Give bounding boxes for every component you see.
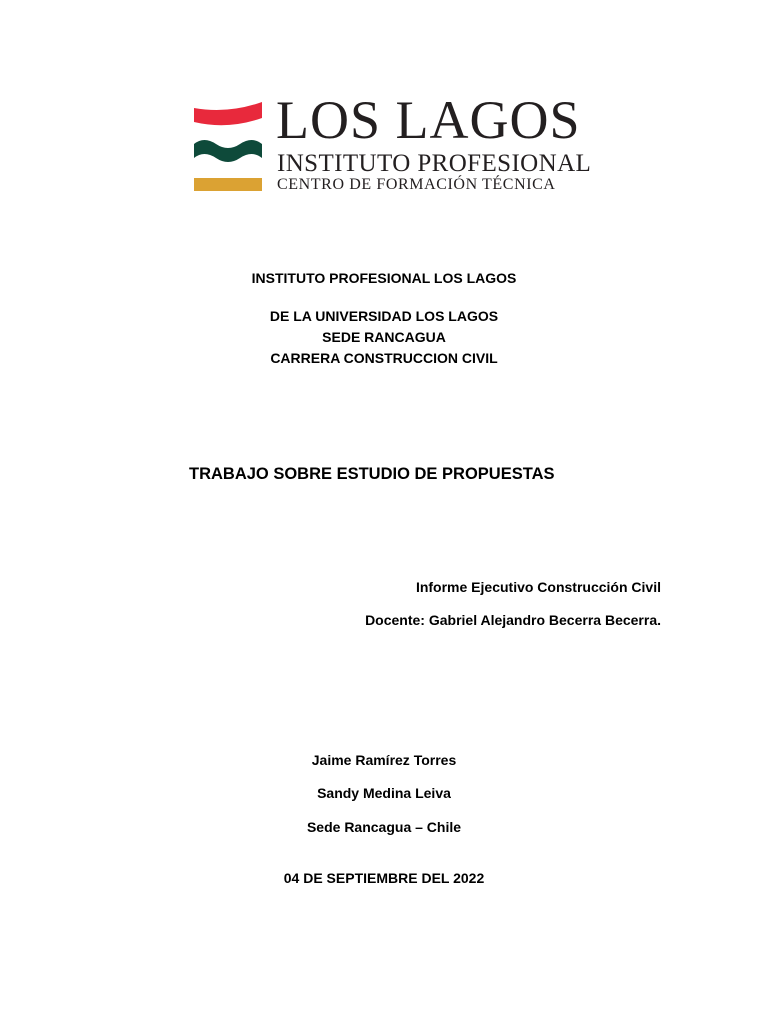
campus-name: SEDE RANCAGUA — [322, 329, 446, 345]
logo-subtitle: INSTITUTO PROFESIONAL — [277, 150, 592, 177]
institution-logo — [192, 90, 592, 196]
teacher-name: Docente: Gabriel Alejandro Becerra Becerra. — [365, 612, 661, 628]
author-1: Jaime Ramírez Torres — [311, 752, 457, 768]
document-title: TRABAJO SOBRE ESTUDIO DE PROPUESTAS — [189, 465, 555, 483]
document-date: 04 DE SEPTIEMBRE DEL 2022 — [283, 870, 485, 886]
institution-name: INSTITUTO PROFESIONAL LOS LAGOS — [251, 270, 517, 286]
report-type: Informe Ejecutivo Construcción Civil — [415, 579, 661, 595]
university-name: DE LA UNIVERSIDAD LOS LAGOS — [269, 308, 499, 324]
career-name: CARRERA CONSTRUCCION CIVIL — [270, 350, 498, 366]
logo-title: LOS LAGOS — [276, 90, 581, 150]
logo-wave-mark-icon — [192, 100, 264, 194]
location: Sede Rancagua – Chile — [306, 819, 462, 835]
author-2: Sandy Medina Leiva — [317, 785, 451, 801]
logo-subtitle-secondary: CENTRO DE FORMACIÓN TÉCNICA — [277, 176, 556, 193]
